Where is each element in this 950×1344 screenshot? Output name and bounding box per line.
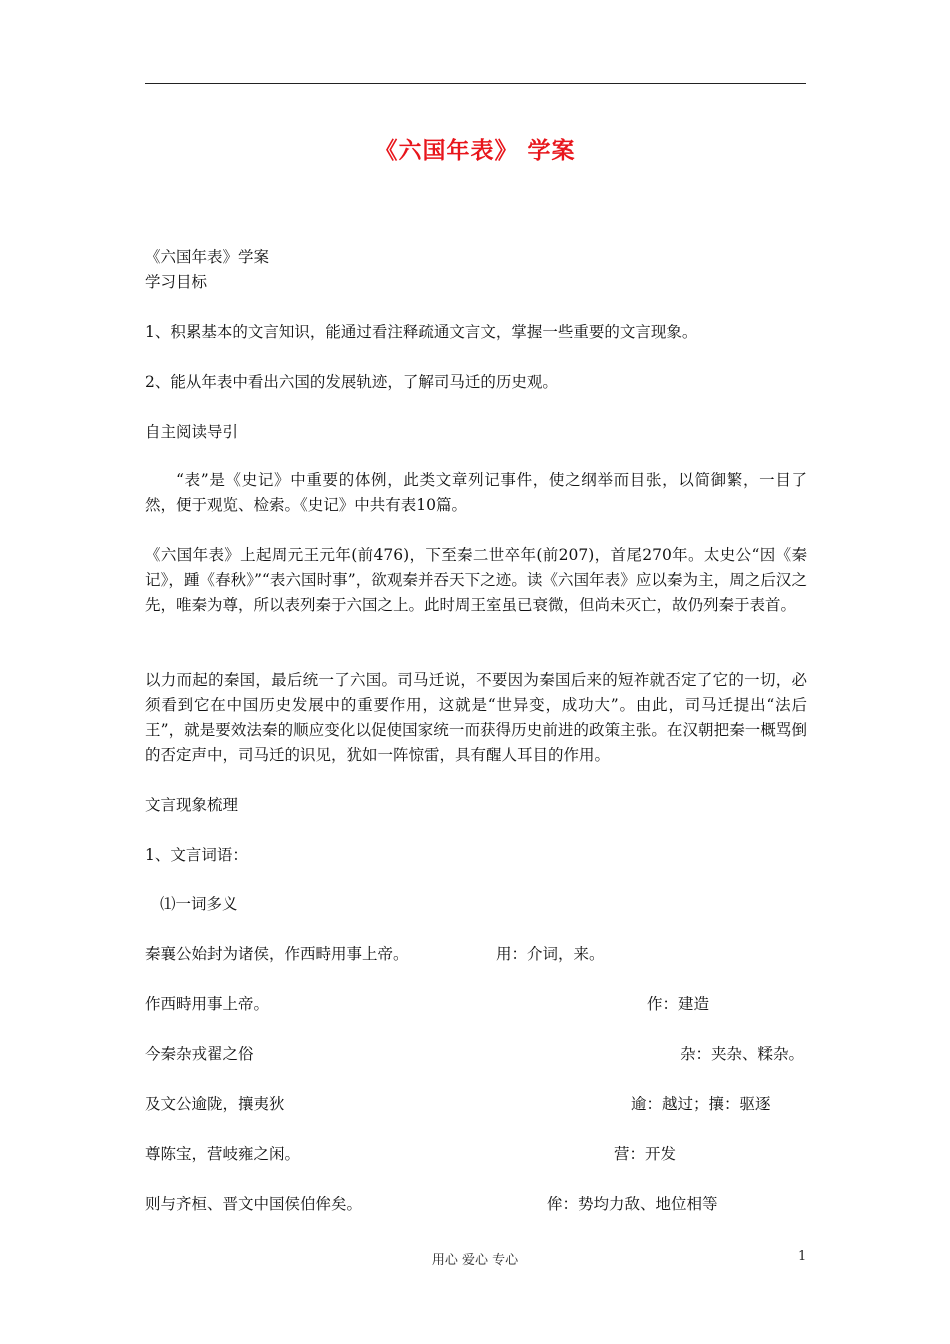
goals-heading: 学习目标 (145, 273, 208, 291)
header-rule (145, 83, 806, 84)
example-sentence: 尊陈宝，营岐雍之闲。 (145, 1145, 301, 1163)
guide-heading: 自主阅读导引 (145, 423, 239, 441)
page-title: 《六国年表》 学案 (374, 138, 576, 164)
intro-paragraph: “表”是《史记》中重要的体例，此类文章列记事件，使之纲举而目张，以简御繁，一目了然，便于观览、检索。《史记》中共有表10篇。 (145, 471, 807, 514)
page-number: 1 (798, 1249, 807, 1264)
goal-item-1: 1、积累基本的文言知识，能通过看注释疏通文言文，掌握一些重要的文言现象。 (145, 323, 698, 341)
example-sentence: 作西畤用事上帝。 (145, 995, 270, 1013)
example-gloss: 侔：势均力敌、地位相等 (547, 1195, 718, 1213)
vocab-heading: 1、文言词语： (145, 846, 248, 864)
qin-paragraph: 以力而起的秦国，最后统一了六国。司马迁说，不要因为秦国后来的短祚就否定了它的一切，必须看到它在中国历史发展中的重要作用，这就是“世异变，成功大”。由此，司马迁提出“法后王”，就是要效法秦的顺应变化以促使国家统一而获得历史前进的政策主张。在汉朝把秦一概骂倒的否定声中，司马迁的识见，犹如一阵惊雷，具有醒人耳目的作用。 (145, 671, 807, 764)
example-gloss: 用：介词，来。 (496, 945, 605, 963)
footer-motto: 用心 爱心 专心 (431, 1253, 519, 1268)
example-gloss: 逾：越过；攘：驱逐 (631, 1095, 771, 1113)
example-gloss: 杂：夹杂、糅杂。 (680, 1045, 805, 1063)
goal-item-2: 2、能从年表中看出六国的发展轨迹，了解司马迁的历史观。 (145, 373, 558, 391)
example-sentence: 今秦杂戎翟之俗 (145, 1045, 254, 1063)
example-sentence: 则与齐桓、晋文中国侯伯侔矣。 (145, 1195, 363, 1213)
polysemy-heading: ⑴一词多义 (160, 895, 238, 913)
example-sentence: 及文公逾陇，攘夷狄 (145, 1095, 285, 1113)
example-sentence: 秦襄公始封为诸侯，作西畤用事上帝。 (145, 945, 409, 963)
example-gloss: 营：开发 (614, 1145, 677, 1163)
example-gloss: 作：建造 (647, 995, 710, 1013)
doc-title: 《六国年表》学案 (145, 248, 270, 266)
chronicle-paragraph: 《六国年表》上起周元王元年(前476)，下至秦二世卒年(前207)，首尾270年。太史公“因《秦记》，踵《春秋》”“表六国时事”，欲观秦并吞天下之迹。读《六国年表》应以秦为主，周之后汉之先，唯秦为尊，所以表列秦于六国之上。此时周王室虽已衰微，但尚未灭亡，故仍列秦于表首。 (145, 546, 807, 614)
phenomena-heading: 文言现象梳理 (145, 796, 239, 814)
